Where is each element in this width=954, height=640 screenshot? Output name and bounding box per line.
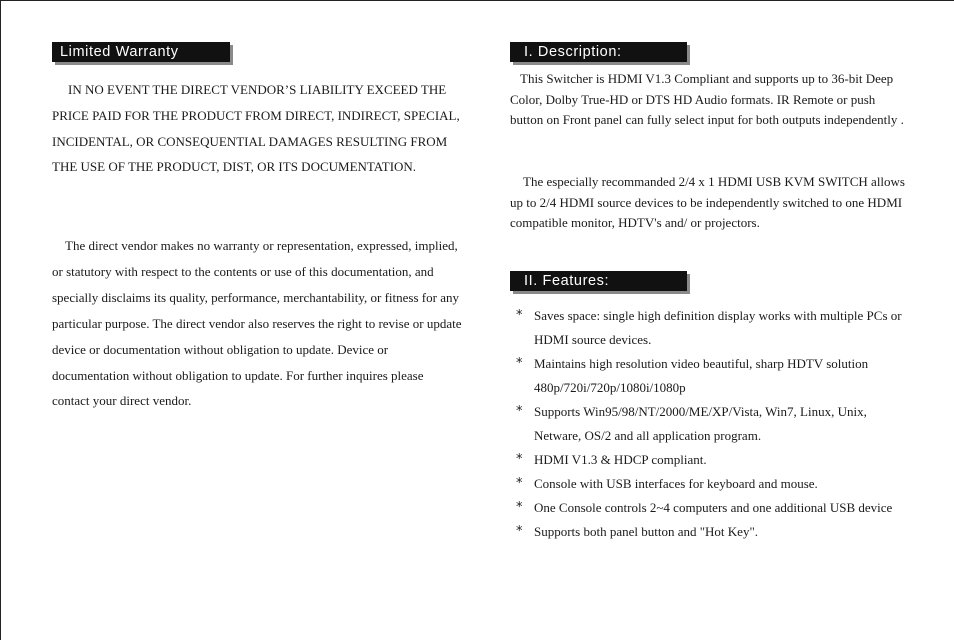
limited-warranty-heading: Limited Warranty (52, 42, 230, 62)
feature-item (516, 352, 916, 400)
feature-text: Saves space: single high definition display works with multiple PCs or HDMI source devices. (534, 308, 902, 347)
feature-text: Console with USB interfaces for keyboard and mouse. (534, 476, 818, 491)
page-border-left (0, 0, 1, 640)
feature-item (516, 448, 916, 472)
bullet-star-icon: * (516, 500, 523, 515)
features-heading: II. Features: (510, 271, 687, 291)
description-heading: I. Description: (510, 42, 687, 62)
bullet-star-icon: * (516, 356, 523, 371)
warranty-paragraph-1 (52, 77, 462, 180)
description-paragraph-1-text: This Switcher is HDMI V1.3 Compliant and supports up to 36-bit Deep Color, Dolby True-HD or DTS HD Audio formats. IR Remote or push button on Front panel can fully select input for both outputs independently . (510, 71, 904, 127)
feature-item (516, 304, 916, 352)
feature-text: Supports both panel button and "Hot Key". (534, 524, 759, 539)
page-border-top (0, 0, 954, 1)
warranty-paragraph-2 (52, 233, 462, 414)
feature-item (516, 400, 916, 448)
bullet-star-icon: * (516, 452, 523, 467)
bullet-star-icon: * (516, 308, 523, 323)
description-paragraph-2-text: The especially recommanded 2/4 x 1 HDMI USB KVM SWITCH allows up to 2/4 HDMI source devices to be independently switched to one HDMI compatible monitor, HDTV's and/ or projectors. (510, 174, 905, 230)
feature-text: One Console controls 2~4 computers and one additional USB device (534, 500, 893, 515)
bullet-star-icon: * (516, 404, 523, 419)
feature-item (516, 520, 916, 544)
description-paragraph-2 (510, 172, 910, 234)
feature-text: HDMI V1.3 & HDCP compliant. (534, 452, 707, 467)
feature-item (516, 496, 916, 520)
bullet-star-icon: * (516, 524, 523, 539)
feature-item (516, 472, 916, 496)
bullet-star-icon: * (516, 476, 523, 491)
warranty-paragraph-1-text: IN NO EVENT THE DIRECT VENDOR’S LIABILITY EXCEED THE PRICE PAID FOR THE PRODUCT FROM DIRECT, INDIRECT, SPECIAL, INCIDENTAL, OR CONSEQUENTIAL DAMAGES RESULTING FROM THE USE OF THE PRODUCT, DIST, OR ITS DOCUMENTATION. (52, 82, 460, 175)
feature-text: Maintains high resolution video beautiful, sharp HDTV solution 480p/720i/720p/1080i/1080p (534, 356, 869, 395)
description-paragraph-1 (510, 69, 910, 131)
features-list (516, 304, 916, 544)
feature-text: Supports Win95/98/NT/2000/ME/XP/Vista, Win7, Linux, Unix, Netware, OS/2 and all application program. (534, 404, 867, 443)
warranty-paragraph-2-text: The direct vendor makes no warranty or representation, expressed, implied, or statutory with respect to the contents or use of this documentation, and specially disclaims its quality, performance, merchantability, or fitness for any particular purpose. The direct vendor also reserves the right to revise or update device or documentation without obligation to update. Device or documentation without obligation to update. For further inquires please contact your direct vendor. (52, 238, 462, 409)
